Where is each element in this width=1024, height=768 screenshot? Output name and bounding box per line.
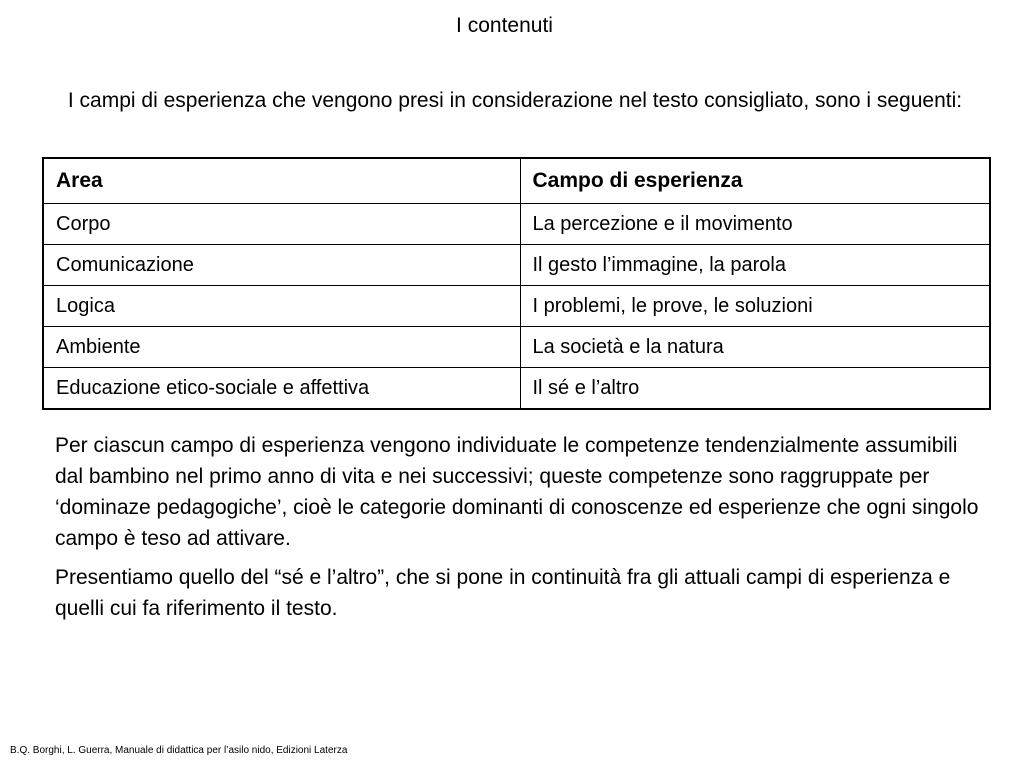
footer-citation: B.Q. Borghi, L. Guerra, Manuale di didattica per l’asilo nido, Edizioni Laterza bbox=[10, 745, 348, 756]
body-text bbox=[55, 430, 985, 632]
column-header-area: Area bbox=[43, 158, 520, 204]
slide-title: I contenuti bbox=[456, 14, 553, 37]
cell-area: Comunicazione bbox=[43, 245, 520, 286]
cell-campo: I problemi, le prove, le soluzioni bbox=[520, 286, 990, 327]
table-header-row bbox=[43, 158, 990, 204]
cell-campo: La società e la natura bbox=[520, 327, 990, 368]
table-row bbox=[43, 286, 990, 327]
cell-area: Ambiente bbox=[43, 327, 520, 368]
body-paragraph-1: Per ciascun campo di esperienza vengono individuate le competenze tendenzialmente assumibili dal bambino nel primo anno di vita e nei successivi; queste competenze sono raggruppate per ‘dominaze pedagogiche’, cioè le categorie dominanti di conoscenze ed esperienze che ogni singolo campo è teso ad attivare. bbox=[55, 434, 979, 550]
column-header-campo: Campo di esperienza bbox=[520, 158, 990, 204]
cell-campo: La percezione e il movimento bbox=[520, 204, 990, 245]
table-row bbox=[43, 204, 990, 245]
table-row bbox=[43, 245, 990, 286]
body-paragraph-2: Presentiamo quello del “sé e l’altro”, che si pone in continuità fra gli attuali campi di esperienza e quelli cui fa riferimento il testo. bbox=[55, 566, 951, 620]
intro-text: I campi di esperienza che vengono presi in considerazione nel testo consigliato, sono i seguenti: bbox=[67, 89, 963, 112]
cell-campo: Il gesto l’immagine, la parola bbox=[520, 245, 990, 286]
cell-area: Educazione etico-sociale e affettiva bbox=[43, 368, 520, 410]
table-row bbox=[43, 368, 990, 410]
cell-campo: Il sé e l’altro bbox=[520, 368, 990, 410]
experience-fields-table-wrapper bbox=[42, 157, 989, 410]
experience-fields-table bbox=[42, 157, 991, 410]
table-row bbox=[43, 327, 990, 368]
cell-area: Logica bbox=[43, 286, 520, 327]
cell-area: Corpo bbox=[43, 204, 520, 245]
